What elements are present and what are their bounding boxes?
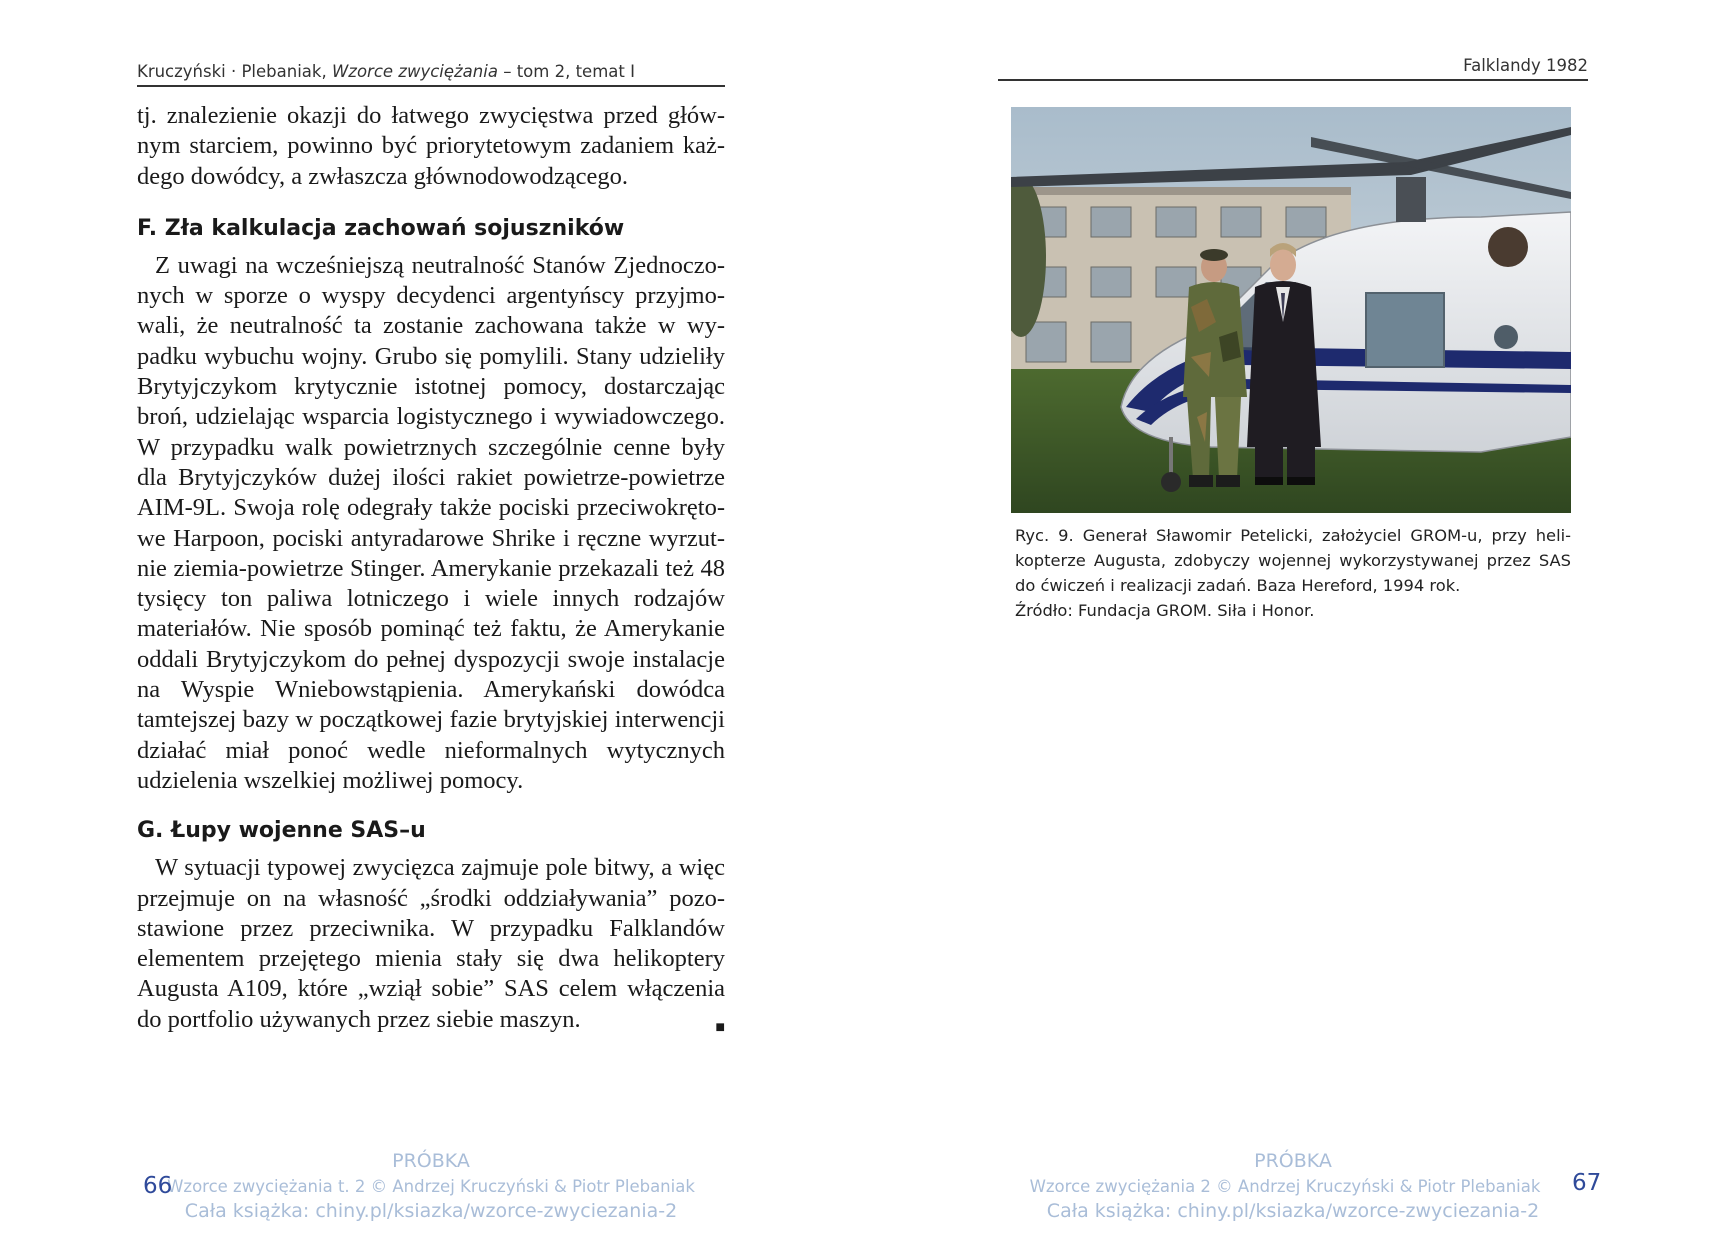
page-number-left: 66 xyxy=(143,1173,173,1199)
watermark-link-left[interactable]: Cała książka: chiny.pl/ksiazka/wzorce-zwyciezania-2 xyxy=(184,1200,678,1222)
helicopter-photo-illustration xyxy=(1011,107,1571,513)
left-page-body xyxy=(137,101,725,1043)
caption-line-2: kopterze Augusta, zdobyczy wojennej wykorzystywanej przez SAS xyxy=(1015,551,1571,570)
section-f-heading: F. Zła kalkulacja zachowań sojuszników xyxy=(137,215,625,241)
page-number-right: 67 xyxy=(1572,1170,1602,1196)
running-header-left xyxy=(137,62,725,87)
header-volume: – tom 2, temat I xyxy=(503,62,635,81)
watermark-probka-right: PRÓBKA xyxy=(1254,1150,1332,1172)
section-g-paragraph xyxy=(137,853,725,1035)
end-of-chapter-mark: ■ xyxy=(715,1018,725,1036)
header-authors: Kruczyński · Plebaniak, xyxy=(137,62,327,81)
caption-line-3: do ćwiczeń i realizacji zadań. Baza Hereford, 1994 rok. xyxy=(1015,576,1461,595)
figure-photo xyxy=(1011,107,1571,513)
section-g-text: W sytuacji typowej zwycięzca zajmuje pole bitwy, a więc przejmuje on na własność „środki oddziaływania” pozostawione przez przeciwnika. W przypadku Falklandów elementem przejętego mienia stały się dwa helikoptery Augusta A109, które „wziął sobie” SAS celem włączenia do portfolio używanych przez siebie maszyn. xyxy=(137,854,725,1033)
watermark-copyright-right: Wzorce zwyciężania 2 © Andrzej Kruczyński & Piotr Plebaniak xyxy=(1029,1177,1541,1196)
running-header-right: Falklandy 1982 xyxy=(998,56,1588,81)
watermark-link-right[interactable]: Cała książka: chiny.pl/ksiazka/wzorce-zwyciezania-2 xyxy=(1046,1200,1540,1222)
caption-source: Źródło: Fundacja GROM. Siła i Honor. xyxy=(1015,601,1315,620)
watermark-probka-left: PRÓBKA xyxy=(392,1150,470,1172)
figure-caption xyxy=(1015,523,1571,623)
caption-line-1: Ryc. 9. Generał Sławomir Petelicki, założyciel GROM-u, przy heli- xyxy=(1015,526,1571,545)
header-book-title: Wzorce zwyciężania xyxy=(331,62,498,81)
section-f-paragraph: Z uwagi na wcześniejszą neutralność Stanów Zjednoczonych w sporze o wyspy decydenci argentyńscy przyjmowali, że neutralność ta zostanie zachowana także w wypadku wybuchu wojny. Grubo się pomylili. Stany udzieliły Brytyjczykom krytycznie istotnej pomocy, dostarczając broń, udzielając wsparcia logistycznego i wywiadowczego. W przypadku walk powietrznych szczególnie cenne były dla Brytyjczyków dużej ilości rakiet powietrze-powietrze AIM-9L. Swoja rolę odegrały także pociski przeciwokrętowe Harpoon, pociski antyradarowe Shrike i ręczne wyrzutnie ziemia-powietrze Stinger. Amerykanie przekazali też 48 tysięcy ton paliwa lotniczego i wiele innych rodzajów materiałów. Nie sposób pominąć też faktu, że Amerykanie oddali Brytyjczykom do pełnej dyspozycji swoje instalacje na Wyspie Wniebowstąpienia. Amerykański dowódca tamtejszej bazy w początkowej fazie brytyjskiej interwencji działać miał ponoć wedle nieformalnych wytycznych udzielenia wszelkiej możliwej pomocy. xyxy=(137,251,725,794)
intro-paragraph: tj. znalezienie okazji do łatwego zwycięstwa przed głównym starciem, powinno być priorytetowym zadaniem każdego dowódcy, a zwłaszcza głównodowodzącego. xyxy=(137,102,725,190)
watermark-copyright-left: Wzorce zwyciężania t. 2 © Andrzej Kruczyński & Piotr Plebaniak xyxy=(167,1177,695,1196)
section-g-heading: G. Łupy wojenne SAS–u xyxy=(137,818,426,844)
